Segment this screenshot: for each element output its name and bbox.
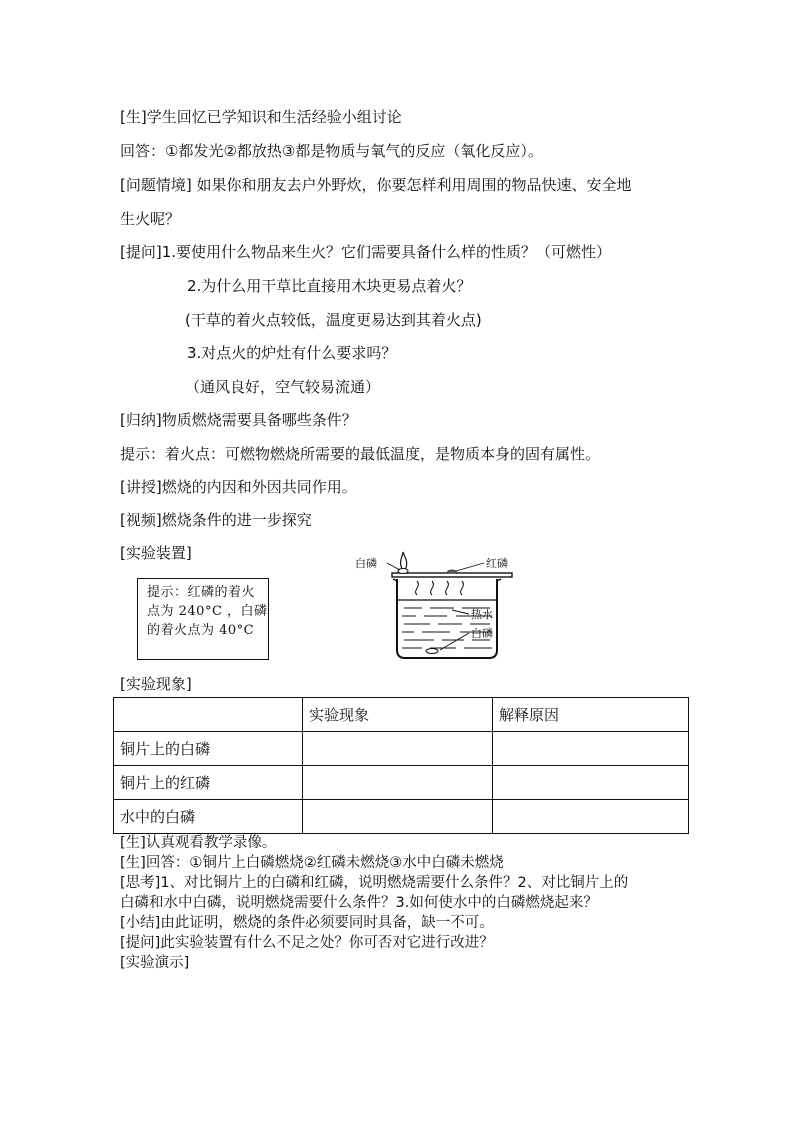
table-cell-subject: 铜片上的红磷 — [114, 766, 303, 800]
table-cell-subject: 水中的白磷 — [114, 800, 303, 834]
line-phenomenon-heading: [实验现象] — [120, 675, 192, 693]
leader-line — [440, 633, 469, 650]
label-red-phosphorus: 红磷 — [486, 557, 508, 570]
line-demo-heading: [实验演示] — [120, 955, 190, 971]
leader-line — [387, 563, 400, 570]
table-cell-reason — [493, 766, 689, 800]
table-row — [114, 800, 689, 834]
line-problem-situation: [问题情境] 如果你和朋友去户外野炊，你要怎样利用周围的物品快速、安全地 — [120, 176, 632, 194]
table-header-cell: 实验现象 — [303, 698, 493, 732]
line-question-1: [提问]1.要使用什么物品来生火？它们需要具备什么样的性质？（可燃性） — [120, 243, 612, 261]
hint-line: 提示：红磷的着火 — [147, 585, 256, 600]
line-think-1: [思考]1、对比铜片上的白磷和红磷，说明燃烧需要什么条件？2、对比铜片上的 — [120, 875, 629, 891]
experiment-apparatus-figure — [352, 548, 522, 663]
line-question-2: 2.为什么用干草比直接用木块更易点着火？ — [187, 277, 472, 295]
table-header-row — [114, 698, 689, 732]
line-answer-oxidation: 回答：①都发光②都放热③都是物质与氧气的反应（氧化反应）。 — [120, 142, 543, 160]
table-row — [114, 732, 689, 766]
leader-line — [456, 563, 484, 571]
line-answer-3: （通风良好，空气较易流通） — [185, 378, 381, 396]
line-student-answer: [生]回答：①铜片上白磷燃烧②红磷未燃烧③水中白磷未燃烧 — [120, 855, 504, 871]
line-watch-video: [生]认真观看教学录像。 — [120, 835, 277, 851]
line-video: [视频]燃烧条件的进一步探究 — [120, 511, 312, 529]
line-improve-question: [提问]此实验装置有什么不足之处？你可否对它进行改进？ — [120, 935, 494, 951]
white-phosphorus-in-water — [426, 649, 438, 654]
line-summary-question: [归纳]物质燃烧需要具备哪些条件？ — [120, 411, 357, 429]
table-cell-reason — [493, 732, 689, 766]
flame-icon — [401, 552, 407, 570]
line-apparatus-heading: [实验装置] — [120, 544, 192, 562]
label-hot-water: 热水 — [471, 608, 493, 621]
hint-box — [137, 578, 269, 660]
line-think-2: 白磷和水中白磷，说明燃烧需要什么条件？3.如何使水中的白磷燃烧起来？ — [120, 895, 598, 911]
line-student-recall: [生]学生回忆已学知识和生活经验小组讨论 — [120, 108, 402, 126]
table-cell-phenomenon — [303, 766, 493, 800]
line-question-3: 3.对点火的炉灶有什么要求吗？ — [187, 344, 397, 362]
line-lecture: [讲授]燃烧的内因和外因共同作用。 — [120, 478, 357, 496]
leader-line — [452, 610, 469, 614]
observation-table — [113, 697, 689, 834]
table-header-cell — [114, 698, 303, 732]
line-answer-2: (干草的着火点较低，温度更易达到其着火点) — [185, 311, 482, 329]
table-cell-phenomenon — [303, 800, 493, 834]
table-header-cell: 解释原因 — [493, 698, 689, 732]
label-white-phosphorus-water: 白磷 — [471, 627, 493, 640]
red-phosphorus — [447, 570, 457, 574]
line-problem-situation-cont: 生火呢？ — [120, 210, 181, 228]
hint-line: 的着火点为 40°C — [147, 623, 255, 638]
hint-line: 点为 240°C ，白磷 — [147, 604, 268, 619]
line-conclusion: [小结]由此证明，燃烧的条件必须要同时具备，缺一不可。 — [120, 915, 494, 931]
table-cell-phenomenon — [303, 732, 493, 766]
table-row — [114, 766, 689, 800]
copper-plate — [392, 573, 512, 577]
steam-lines — [416, 581, 464, 595]
line-hint-ignition-point: 提示：着火点：可燃物燃烧所需要的最低温度，是物质本身的固有属性。 — [120, 445, 601, 463]
table-cell-reason — [493, 800, 689, 834]
table-cell-subject: 铜片上的白磷 — [114, 732, 303, 766]
label-white-phosphorus-top: 白磷 — [355, 557, 377, 570]
beaker-lip — [393, 579, 501, 581]
